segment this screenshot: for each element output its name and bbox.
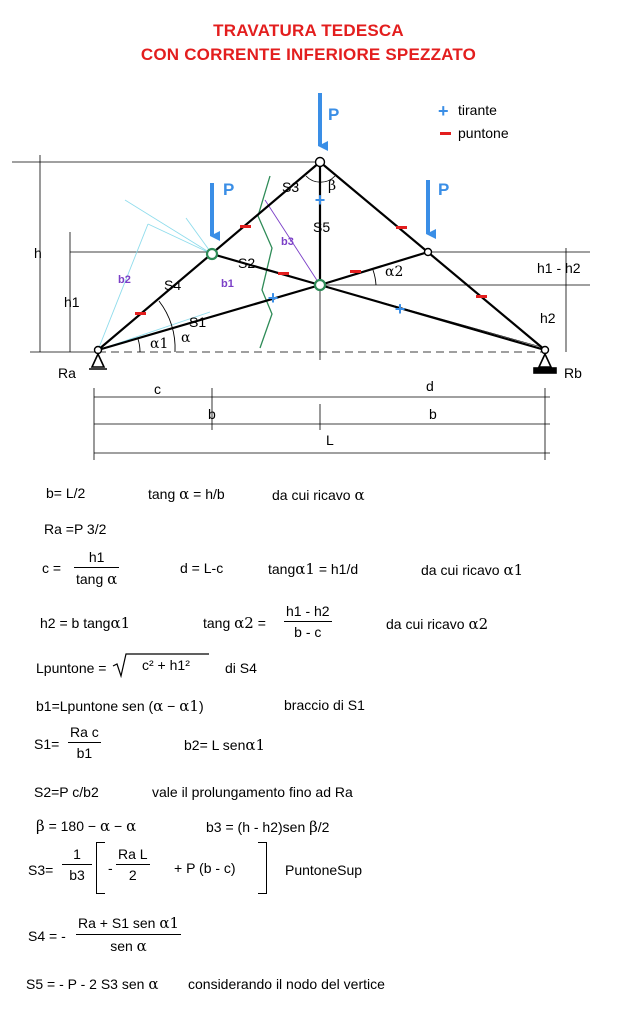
f9-rhs-a: b3 = (h - h2)sen (206, 819, 306, 835)
load-label-top: P (328, 105, 340, 124)
legend-tirante-symbol: + (438, 101, 449, 121)
f3-mid: d = L-c (180, 560, 224, 576)
legend-tirante-label: tirante (458, 102, 497, 118)
label-b-right: b (429, 406, 437, 422)
f3-alpha1-2: α1 (503, 561, 524, 579)
label-ra: Ra (58, 365, 76, 381)
tension-signs (268, 190, 406, 319)
svg-text:+: + (267, 288, 279, 308)
f6-lhs: b1=Lpuntone sen ( (36, 698, 154, 714)
f10-fraction-2 (116, 846, 150, 883)
f3-den-alpha: α (107, 570, 118, 588)
legend-puntone-label: puntone (458, 125, 509, 141)
f6-alpha1: α1 (179, 697, 199, 715)
dimension-labels (34, 245, 581, 448)
f6 (36, 697, 204, 715)
truss-diagram (0, 0, 617, 470)
f1-tang: tang (148, 486, 176, 502)
f12-b: considerando il nodo del vertice (188, 976, 385, 992)
svg-text:+: + (394, 299, 406, 319)
f3-eq: = h1/d (318, 561, 359, 577)
f3-tang-word: tang (268, 561, 296, 577)
f1-a: b= L/2 (46, 485, 86, 501)
f7-den: b1 (76, 745, 93, 761)
f9-rhs-b: /2 (317, 819, 330, 835)
f11-den (76, 937, 181, 955)
label-b1: b1 (221, 278, 234, 290)
f3-fraction (74, 549, 119, 588)
label-h1-h2: h1 - h2 (537, 260, 581, 276)
f11-den-text: sen (110, 938, 133, 954)
f2: Ra =P 3/2 (44, 521, 107, 537)
f10-plus: + P (b - c) (174, 860, 236, 876)
f7-rhs-text: b2= L sen (184, 737, 246, 753)
label-s3: S3 (282, 179, 300, 195)
f4-den: b - c (294, 624, 322, 640)
f4-alpha2: α2 (234, 614, 254, 632)
f10-minus: - (108, 860, 113, 876)
label-rb: Rb (564, 365, 582, 381)
f9-alpha-a: α (99, 817, 111, 835)
label-alpha1: α1 (150, 336, 169, 352)
f10-tail: PuntoneSup (285, 862, 363, 878)
label-s2: S2 (238, 255, 256, 271)
f3-alpha1: α1 (295, 560, 315, 578)
label-d: d (426, 378, 434, 394)
f3-dacui: da cui ricavo (421, 562, 500, 578)
f4-dacui: da cui ricavo (386, 616, 465, 632)
f4-alpha1: α1 (110, 614, 131, 632)
load-label-left: P (223, 180, 235, 199)
label-s5: S5 (313, 219, 331, 235)
label-h: h (34, 245, 42, 261)
section-cut (258, 176, 272, 348)
f5-lhs: Lpuntone = (36, 660, 107, 676)
f4-lhs-text: h2 = b tang (40, 615, 111, 631)
f6-tail: braccio di S1 (284, 697, 365, 713)
svg-text:+: + (314, 190, 326, 210)
f11-num-alpha1: α1 (159, 914, 180, 932)
label-alpha2: α2 (385, 264, 404, 280)
f10-lhs: S3= (28, 862, 54, 878)
f3-tail (421, 561, 523, 579)
title-line-1: TRAVATURA TEDESCA (213, 21, 404, 40)
f6-close: ) (198, 698, 204, 714)
node-left-upper (207, 249, 217, 259)
f4-num: h1 - h2 (286, 603, 330, 619)
f1-eq: = h/b (193, 486, 225, 502)
f10-bracket-right (258, 842, 267, 894)
label-h1: h1 (64, 294, 80, 310)
support-right (534, 354, 556, 373)
f9-lhs (36, 817, 136, 835)
f12-a (26, 975, 158, 993)
f11-num-text: Ra + S1 sen (78, 915, 156, 931)
f5-tail: di S4 (225, 660, 257, 676)
legend-puntone-symbol (440, 132, 451, 135)
f1-alpha-2: α (354, 486, 365, 504)
f8-a: S2=P c/b2 (34, 784, 99, 800)
f9-eq: = 180 − (48, 818, 97, 834)
label-b3: b3 (281, 236, 294, 248)
f4-fraction (284, 603, 332, 640)
f10-den1: b3 (69, 867, 85, 883)
f1-d (272, 486, 365, 504)
f4-eq: = (257, 615, 266, 631)
node-central (315, 280, 325, 290)
label-s1: S1 (189, 314, 207, 330)
f4-tail (386, 615, 488, 633)
f10-fraction-1 (62, 846, 92, 883)
angle-arcs (138, 176, 376, 352)
f5-rad: c² + h1² (142, 657, 190, 673)
f4-tang-word: tang (203, 615, 231, 631)
f3-den (74, 570, 119, 588)
f4-lhs (40, 614, 130, 632)
f1-b (148, 485, 225, 503)
label-h2: h2 (540, 310, 556, 326)
f11-lhs: S4 = - (28, 928, 66, 944)
f12-a-text: S5 = - P - 2 S3 sen (26, 976, 145, 992)
arm-labels (118, 236, 294, 290)
support-left (89, 354, 107, 369)
f10-den2: 2 (128, 867, 137, 883)
f7-rhs (184, 736, 265, 754)
f3-lhs: c = (42, 560, 62, 576)
f11-den-alpha: α (136, 937, 147, 955)
label-L: L (326, 432, 334, 448)
f3-den-tang: tang (76, 571, 104, 587)
f7-num: Ra c (70, 724, 99, 740)
f1-dacui: da cui ricavo (272, 487, 351, 503)
f6-alpha: α (153, 697, 164, 715)
f7-alpha1: α1 (245, 736, 266, 754)
f9-rhs (206, 818, 329, 836)
label-b-left: b (208, 406, 216, 422)
dimension-lines (12, 155, 590, 460)
f4-alpha2-2: α2 (468, 615, 489, 633)
label-c: c (154, 381, 161, 397)
f3-tang (268, 560, 358, 578)
f9-alpha-b: α (126, 817, 137, 835)
f1-alpha: α (179, 485, 190, 503)
f6-minus: − (163, 698, 180, 714)
title-line-2: CON CORRENTE INFERIORE SPEZZATO (140, 45, 477, 64)
truss-nodes (95, 158, 549, 354)
f11-num (76, 914, 181, 932)
f9-beta: β (36, 817, 45, 835)
f3-num: h1 (88, 549, 105, 565)
f7-fraction (68, 724, 101, 761)
f11-fraction (76, 914, 181, 955)
label-beta: β (328, 178, 337, 194)
label-alpha: α (181, 330, 191, 346)
f4-tang (203, 614, 266, 632)
angle-labels (150, 178, 403, 352)
f7-lhs: S1= (34, 736, 60, 752)
f9-rhs-beta: β (309, 818, 318, 836)
f10-num1: 1 (73, 846, 81, 862)
label-b2: b2 (118, 274, 131, 286)
label-s4: S4 (164, 277, 182, 293)
f10-bracket-left (96, 842, 105, 894)
load-label-right: P (438, 180, 450, 199)
f12-alpha: α (148, 975, 159, 993)
f8-b: vale il prolungamento fino ad Ra (152, 784, 353, 800)
legend (438, 101, 509, 141)
f9-minus: − (110, 818, 127, 834)
support-labels (58, 365, 582, 381)
f10-num2: Ra L (118, 846, 148, 862)
